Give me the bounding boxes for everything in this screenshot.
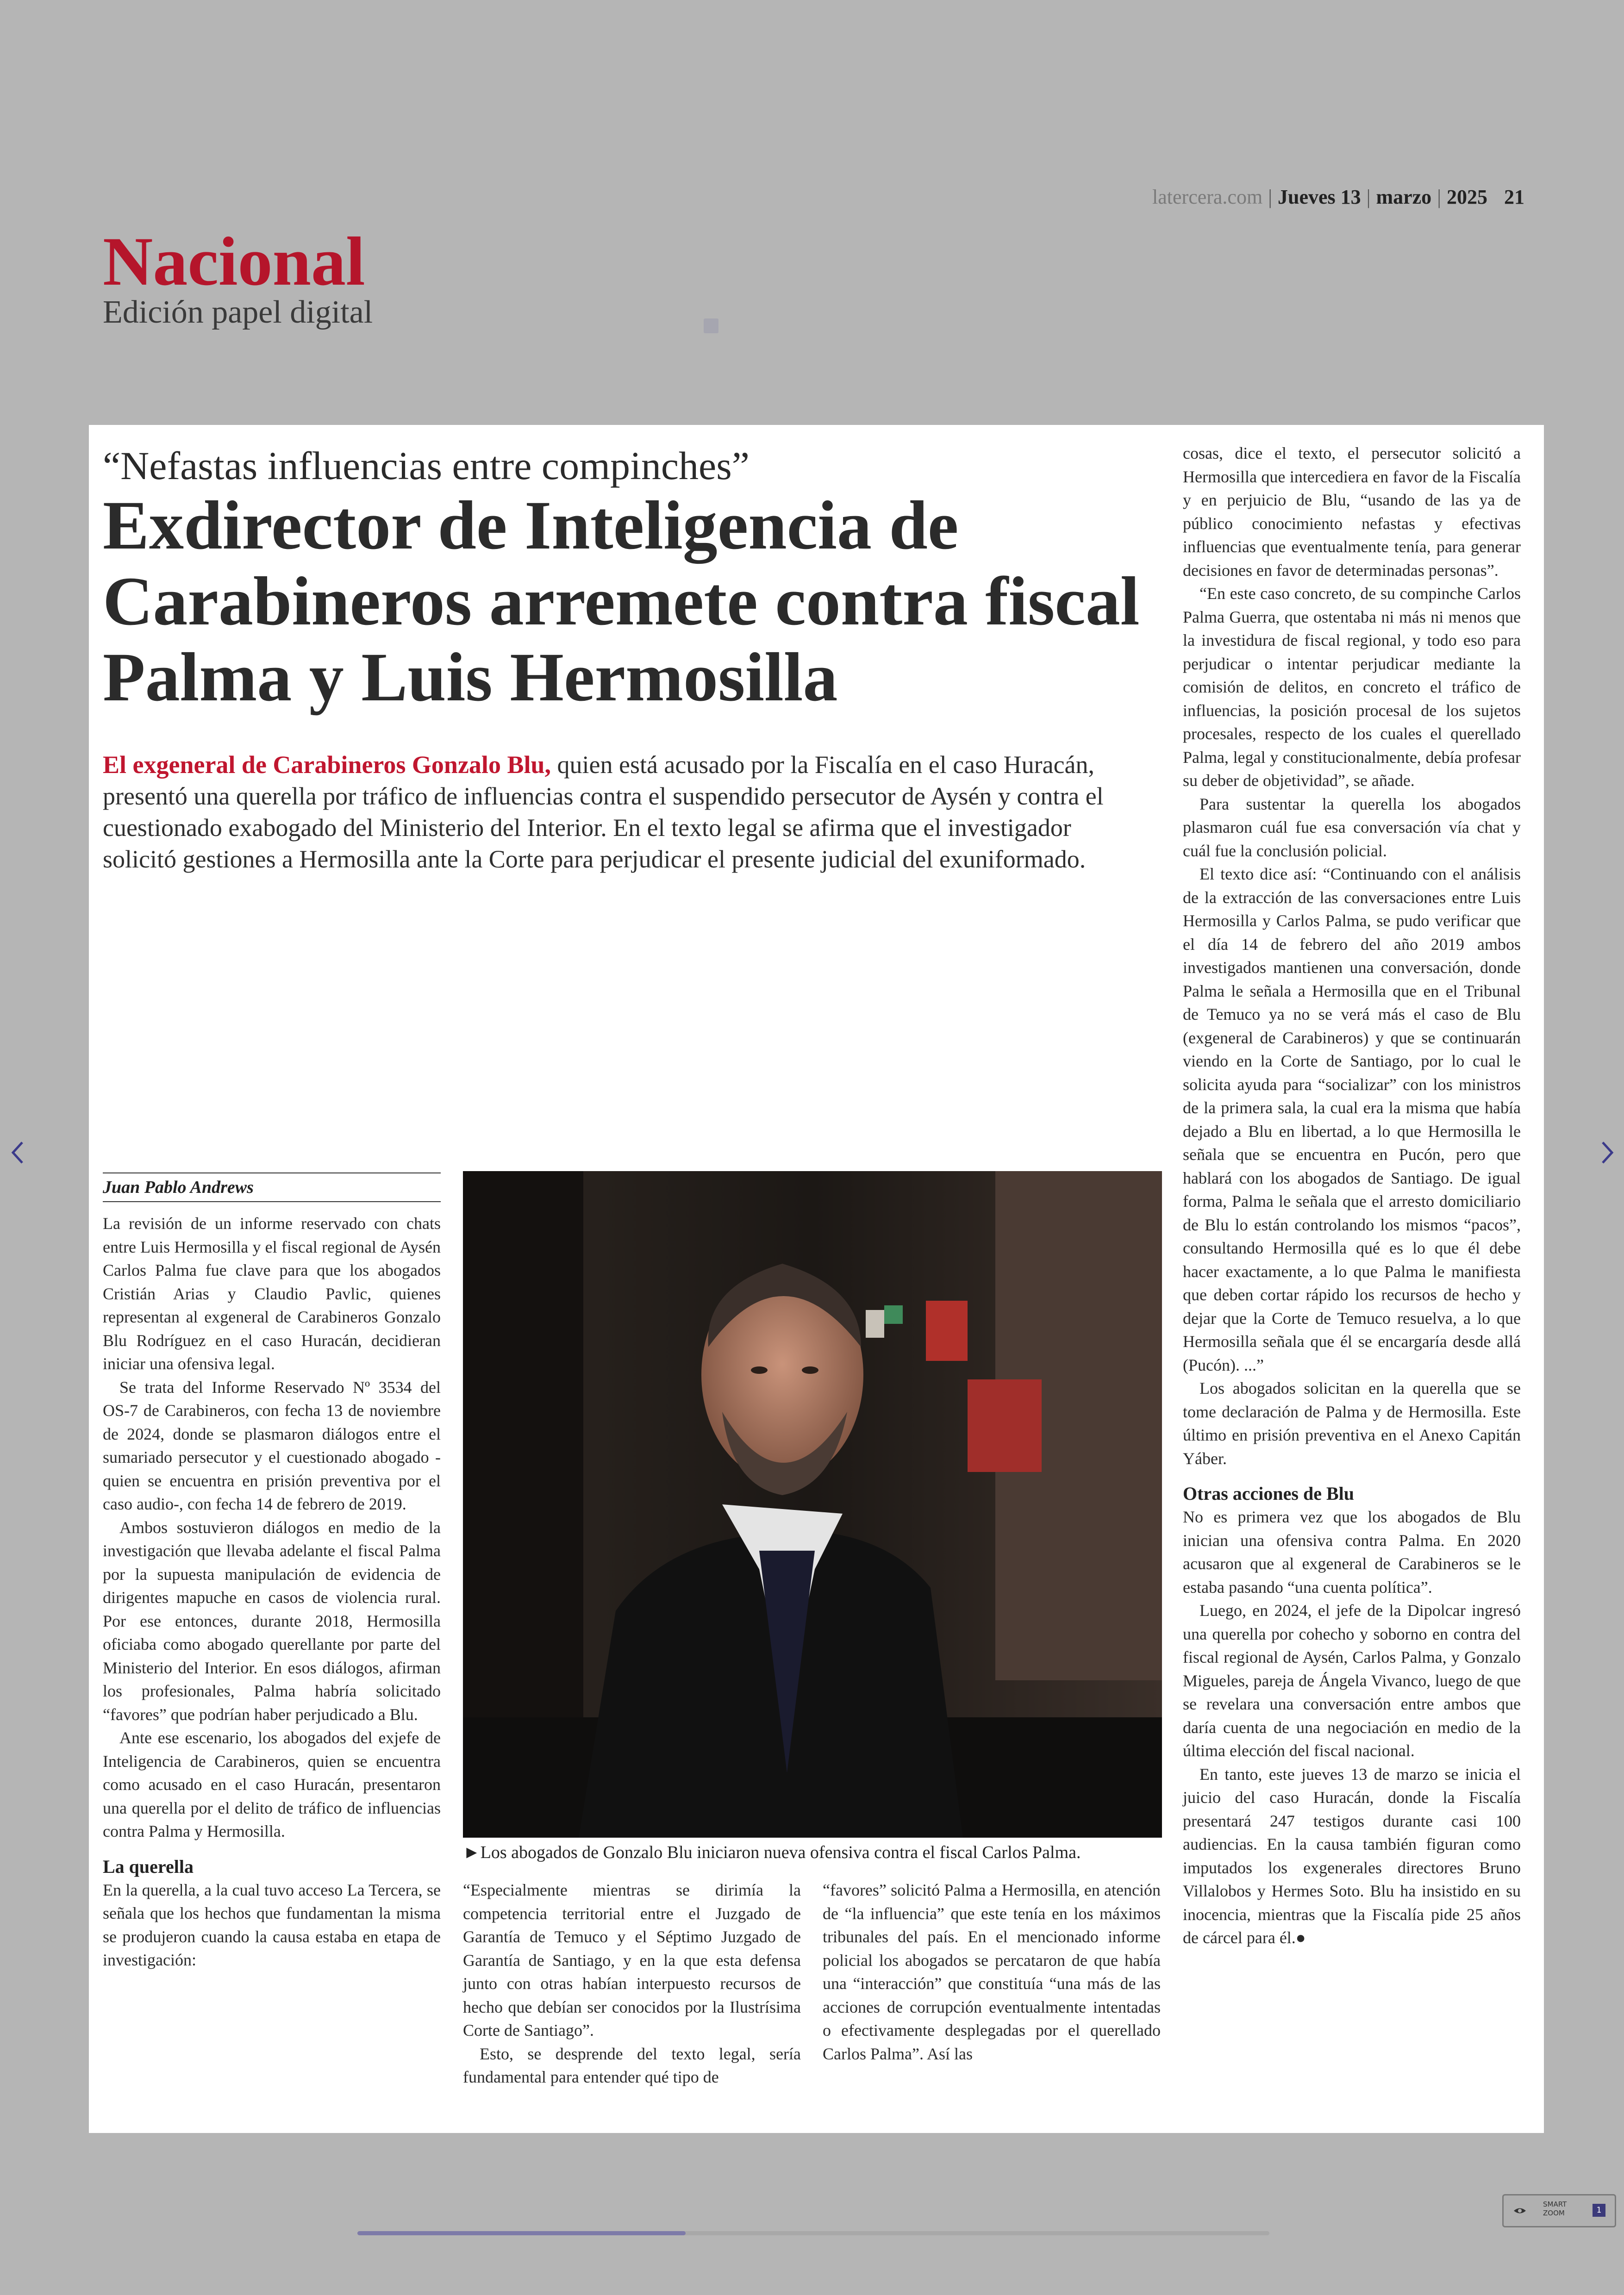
page-header-info: latercera.com | Jueves 13 | marzo | 2025 21	[1152, 186, 1524, 208]
header-day: Jueves 13	[1278, 186, 1361, 208]
zoom-badge: 1	[1593, 2204, 1605, 2217]
paragraph: No es primera vez que los abogados de Blu inician una ofensiva contra Palma. En 2020 acusaron que al exgeneral de Carabineros se le estaba pasando “una cuenta política”.	[1183, 1508, 1521, 1597]
subheading: Otras acciones de Blu	[1183, 1483, 1354, 1504]
article-lead	[103, 749, 1149, 875]
photo-illustration	[463, 1171, 1162, 1838]
article-column-1	[103, 1212, 441, 1972]
article-column-4	[1183, 442, 1521, 1950]
subheading: La querella	[103, 1856, 194, 1877]
article-byline: Juan Pablo Andrews	[103, 1172, 441, 1202]
smart-zoom-button[interactable]	[1502, 2194, 1616, 2227]
page-number: 21	[1504, 186, 1524, 208]
header-month: marzo	[1376, 186, 1432, 208]
smart-zoom-label: SMART ZOOM	[1543, 2200, 1567, 2217]
paragraph: Esto, se desprende del texto legal, sería fundamental para entender qué tipo de	[463, 2044, 801, 2086]
horizontal-scrollbar-thumb[interactable]	[357, 2231, 686, 2235]
paragraph: Ambos sostuvieron diálogos en medio de la investigación que llevaba adelante el fiscal Palma por la supuesta manipulación de evidencia de dirigentes mapuche en casos de violencia rural. Por ese entonces, durante 2018, Hermosilla oficiaba como abogado querellante por parte del Ministerio del Interior. En esos diálogos, afirman los profesionales, Palma habría solicitado “favores” que podrían haber perjudicado a Blu.	[103, 1518, 441, 1724]
paragraph: El texto dice así: “Continuando con el análisis de la extracción de las conversaciones entre Luis Hermosilla y Carlos Palma, se pudo verificar que el día 14 de febrero del año 2019 ambos investigados mantienen una conversación, donde Palma le señala a Hermosilla que en el Tribunal de Temuco ya no se verá más el caso de Blu (exgeneral de Carabineros) y que se continuarán viendo en la Corte de Santiago, por lo cual le solicita ayuda para “socializar” con los ministros de la primera sala, la cual era la misma que había dejado a Blu en libertad, a lo que Hermosilla le señala que se encuentra en Pucón, pero que hablará con los abogados de Santiago. De igual forma, Palma le señala que el arresto domiciliario de Blu lo están controlando los mismos “pacos”, consultando Hermosilla qué es lo que él debe hacer exactamente, a lo que Palma le manifiesta que deben cortar rápido los recursos de hecho y dejar que la Corte de Temuco resuelva, a lo que Hermosilla señala que él se encargaría desde allá (Pucón). ...”	[1183, 865, 1521, 1374]
paragraph: Para sustentar la querella los abogados plasmaron cuál fue esa conversación vía chat y cuál fue la conclusión policial.	[1183, 794, 1521, 860]
article-column-2	[463, 1878, 801, 2089]
edition-label: Edición papel digital	[103, 294, 373, 330]
newspaper-page	[89, 425, 1544, 2133]
prev-page-icon[interactable]	[8, 1139, 27, 1166]
photo-caption: ►Los abogados de Gonzalo Blu iniciaron nueva ofensiva contra el fiscal Carlos Palma.	[463, 1843, 1081, 1862]
paragraph: La revisión de un informe reservado con chats entre Luis Hermosilla y el fiscal regional de Aysén Carlos Palma fue clave para que los abogados Cristián Arias y Claudio Pavlic, quienes representan al exgeneral de Carabineros Gonzalo Blu Rodríguez en el caso Huracán, decidieran iniciar una ofensiva legal.	[103, 1214, 441, 1373]
article-kicker: “Nefastas influencias entre compinches”	[103, 443, 750, 488]
paragraph: Luego, en 2024, el jefe de la Dipolcar ingresó una querella por cohecho y soborno en contra del fiscal regional de Aysén, Carlos Palma, y Gonzalo Migueles, pareja de Ángela Vivanco, luego de que se revelara una conversación entre ambos que daría cuenta de una negociación en medio de la última elección del fiscal nacional.	[1183, 1601, 1521, 1760]
paragraph: Ante ese escenario, los abogados del exjefe de Inteligencia de Carabineros, quien se encuentra como acusado en el caso Huracán, presentaron una querella por el delito de tráfico de influencias contra Palma y Hermosilla.	[103, 1728, 441, 1840]
article-photo	[463, 1171, 1162, 1838]
lead-highlight: El exgeneral de Carabineros Gonzalo Blu,	[103, 751, 551, 779]
paragraph: En tanto, este jueves 13 de marzo se inicia el juicio del caso Huracán, donde la Fiscalía presentará 247 testigos durante casi 100 audiencias. En la causa también figuran como imputados los exgenerales directores Bruno Villalobos y Hermes Soto. Blu ha insistido en su inocencia, mientras que la Fiscalía pide 25 años de cárcel para él.●	[1183, 1765, 1521, 1947]
paragraph: En la querella, a la cual tuvo acceso La Tercera, se señala que los hechos que fundamentan la misma se produjeron cuando la causa estaba en etapa de investigación:	[103, 1880, 441, 1969]
paragraph: Se trata del Informe Reservado Nº 3534 del OS-7 de Carabineros, con fecha 13 de noviembre de 2024, donde se plasmaron diálogos entre el sumariado persecutor y el cuestionado abogado -quien se encuentra en prisión preventiva por el caso audio-, con fecha 14 de febrero de 2019.	[103, 1378, 441, 1513]
eye-icon	[1513, 2204, 1527, 2218]
site-name: latercera.com	[1152, 186, 1263, 208]
paragraph: “En este caso concreto, de su compinche Carlos Palma Guerra, que ostentaba ni más ni menos que la investidura de fiscal regional, y todo eso para perjudicar o intentar perjudicar mediante la comisión de delitos, en concreto el tráfico de influencias, la posición procesal de los sujetos procesales, respecto de los cuales el querellado Palma, legal y constitucionalmente, debía profesar su deber de objetividad”, se añade.	[1183, 584, 1521, 790]
paragraph: “Especialmente mientras se dirimía la competencia territorial entre el Juzgado de Garantía de Temuco y el Séptimo Juzgado de Garantía de Santiago, y en la que esta defensa junto con otras habían interpuesto recursos de hecho que debían ser conocidos por la Ilustrísima Corte de Santiago”.	[463, 1881, 801, 2039]
article-headline: Exdirector de Inteligencia de Carabineros arremete contra fiscal Palma y Luis Hermosilla	[103, 487, 1140, 716]
page-marker	[704, 318, 718, 333]
section-title: Nacional	[103, 223, 365, 300]
next-page-icon[interactable]	[1598, 1139, 1617, 1166]
paragraph: “favores” solicitó Palma a Hermosilla, en atención de “la influencia” que este tenía en los máximos tribunales del país. En el mencionado informe policial los abogados se percataron de que había una “interacción” que constituía “una más de las acciones de corrupción eventualmente intentadas o efectivamente desplegadas por el querellado Carlos Palma”. Así las	[823, 1881, 1161, 2063]
header-year: 2025	[1447, 186, 1487, 208]
article-column-3	[823, 1878, 1161, 2065]
paragraph: Los abogados solicitan en la querella que se tome declaración de Palma y de Hermosilla. Este último en prisión preventiva en el Anexo Capitán Yáber.	[1183, 1379, 1521, 1468]
lead-text: quien está acusado por la Fiscalía en el caso Huracán, presentó una querella por tráfico de influencias contra el suspendido persecutor de Aysén y contra el cuestionado exabogado del Ministerio del Interior. En el texto legal se afirma que el investigador solicitó gestiones a Hermosilla ante la Corte para perjudicar el presente judicial del exuniformado.	[103, 751, 1104, 873]
paragraph: cosas, dice el texto, el persecutor solicitó a Hermosilla que intercediera en favor de la Fiscalía y en perjuicio de Blu, “usando de las ya de público conocimiento nefastas y efectivas influencias que eventualmente tenía, para generar decisiones en favor de determinadas personas”.	[1183, 444, 1521, 580]
